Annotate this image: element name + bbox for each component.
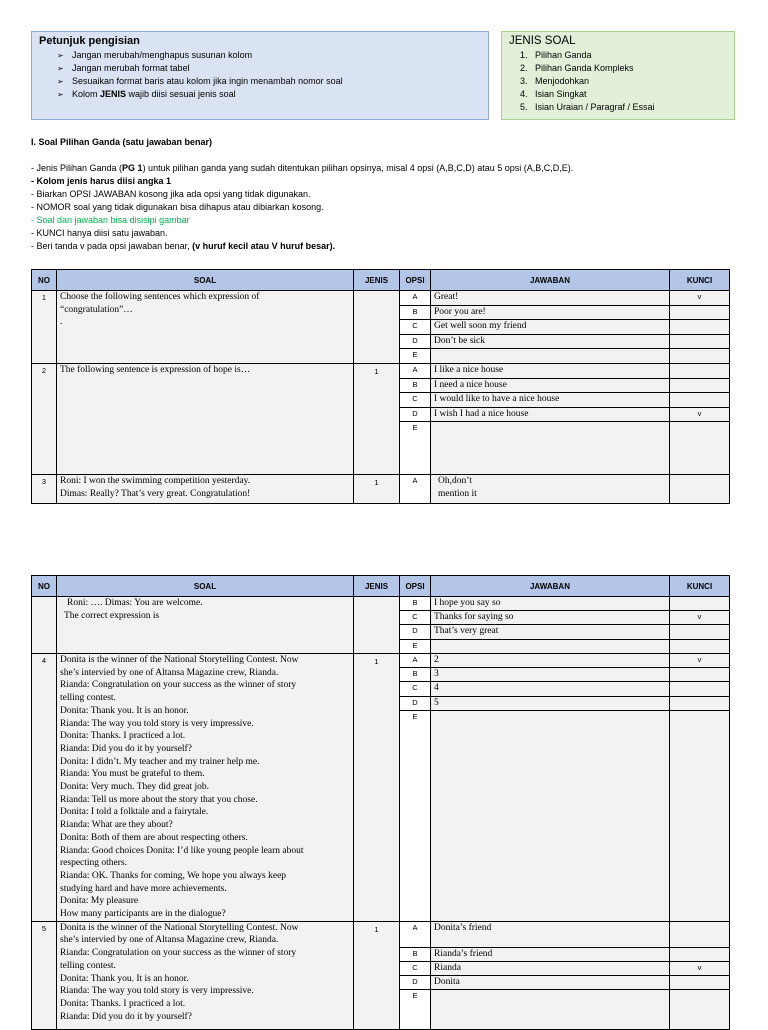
answer-cell[interactable]: Poor you are!: [431, 306, 670, 320]
option-letter: A: [400, 654, 431, 668]
answer-cell[interactable]: Oh,don’t mention it: [431, 475, 670, 504]
table-row: [32, 654, 730, 668]
key-cell[interactable]: v: [670, 654, 730, 668]
table-row: [32, 291, 730, 306]
question-type[interactable]: 1: [354, 921, 400, 1029]
key-cell[interactable]: v: [670, 611, 730, 625]
option-letter: A: [400, 364, 431, 379]
col-header-soal: SOAL: [57, 576, 354, 597]
question-types-box: [501, 31, 735, 120]
instructions-box: [31, 31, 489, 120]
answer-cell[interactable]: 2: [431, 654, 670, 668]
instruction-line: - NOMOR soal yang tidak digunakan bisa dihapus atau dibiarkan kosong.: [31, 202, 324, 212]
question-type[interactable]: 1: [354, 364, 400, 475]
option-letter: E: [400, 989, 431, 1029]
option-letter: E: [400, 640, 431, 654]
question-type-item: 5. Isian Uraian / Paragraf / Essai: [520, 102, 655, 112]
key-cell[interactable]: [670, 306, 730, 320]
option-letter: B: [400, 306, 431, 320]
question-number: [32, 597, 57, 654]
answer-cell[interactable]: Thanks for saying so: [431, 611, 670, 625]
instruction-line: - Biarkan OPSI JAWABAN kosong jika ada opsi yang tidak digunakan.: [31, 189, 311, 199]
key-cell[interactable]: [670, 393, 730, 408]
answer-cell[interactable]: I need a nice house: [431, 379, 670, 393]
key-cell[interactable]: [670, 921, 730, 947]
question-text[interactable]: Roni: I won the swimming competition yesterday. Dimas: Really? That’s very great. Congratulation!: [57, 475, 354, 504]
question-type-item: 1. Pilihan Ganda: [520, 50, 592, 60]
instruction-item: ➢ Jangan merubah format tabel: [57, 63, 190, 73]
option-letter: B: [400, 379, 431, 393]
question-type-item: 3. Menjodohkan: [520, 76, 590, 86]
question-text[interactable]: Choose the following sentences which expression of “congratulation”… .: [57, 291, 354, 364]
col-header-jenis: JENIS: [354, 576, 400, 597]
key-cell[interactable]: [670, 682, 730, 696]
answer-cell[interactable]: Donita’s friend: [431, 921, 670, 947]
question-text[interactable]: Roni: …. Dimas: You are welcome. The correct expression is: [57, 597, 354, 654]
option-letter: C: [400, 961, 431, 975]
option-letter: C: [400, 393, 431, 408]
key-cell[interactable]: [670, 379, 730, 393]
answer-cell[interactable]: 5: [431, 696, 670, 710]
instruction-item: ➢ Kolom JENIS wajib diisi sesuai jenis soal: [57, 89, 236, 99]
key-cell[interactable]: v: [670, 961, 730, 975]
col-header-no: NO: [32, 270, 57, 291]
key-cell[interactable]: [670, 696, 730, 710]
question-table-1: [31, 269, 730, 504]
answer-cell[interactable]: 3: [431, 668, 670, 682]
option-letter: D: [400, 625, 431, 640]
arrow-bullet-icon: ➢: [57, 77, 64, 86]
key-cell[interactable]: [670, 320, 730, 335]
answer-cell[interactable]: Rianda: [431, 961, 670, 975]
key-cell[interactable]: [670, 335, 730, 349]
answer-cell[interactable]: I would like to have a nice house: [431, 393, 670, 408]
answer-cell[interactable]: [431, 640, 670, 654]
key-cell[interactable]: [670, 975, 730, 989]
question-text[interactable]: The following sentence is expression of hope is…: [57, 364, 354, 475]
answer-cell[interactable]: [431, 710, 670, 921]
question-type[interactable]: 1: [354, 475, 400, 504]
instruction-item: ➢ Jangan merubah/menghapus susunan kolom: [57, 50, 253, 60]
answer-cell[interactable]: Don’t be sick: [431, 335, 670, 349]
question-number: 1: [32, 291, 57, 364]
question-type[interactable]: [354, 291, 400, 364]
col-header-no: NO: [32, 576, 57, 597]
instruction-line: - Beri tanda v pada opsi jawaban benar, (v huruf kecil atau V huruf besar).: [31, 241, 336, 251]
answer-cell[interactable]: I like a nice house: [431, 364, 670, 379]
key-cell[interactable]: [670, 597, 730, 611]
question-text[interactable]: Donita is the winner of the National Storytelling Contest. Now she’s intervied by one of Altansa Magazine crew, Rianda. Rianda: Congratulation on your success as the winner of story telling contest. Donita: Thank you. It is an honor. Rianda: The way you told story is very impressive. Donita: Thanks. I practiced a lot. Rianda: Did you do it by yourself? Donita: I didn’t. My teacher and my trainer help me. Rianda: You must be grateful to them. Donita: Very much. They did great job. Rianda: Tell us more about the story that you chose. Donita: I told a folktale and a fairytale. Rianda: What are they about? Donita: Both of them are about respecting others. Rianda: Good choices Donita: I’d like young people learn about respecting others. Rianda: OK. Thanks for coming, We hope you always keep studying hard and have more achievements. Donita: My pleasure How many participants are in the dialogue?: [57, 654, 354, 922]
instruction-item: ➢ Sesuaikan format baris atau kolom jika ingin menambah nomor soal: [57, 76, 343, 86]
col-header-opsi: OPSI: [400, 576, 431, 597]
arrow-bullet-icon: ➢: [57, 51, 64, 60]
answer-cell[interactable]: That’s very great: [431, 625, 670, 640]
answer-cell[interactable]: Get well soon my friend: [431, 320, 670, 335]
section-heading: I. Soal Pilihan Ganda (satu jawaban benar): [31, 137, 213, 147]
answer-cell[interactable]: I hope you say so: [431, 597, 670, 611]
instruction-line: - Jenis Pilihan Ganda (PG 1) untuk pilihan ganda yang sudah ditentukan pilihan opsinya, misal 4 opsi (A,B,C,D) atau 5 opsi (A,B,C,D,E).: [31, 163, 574, 173]
option-letter: C: [400, 682, 431, 696]
question-types-title: JENIS SOAL: [509, 35, 576, 47]
key-cell[interactable]: [670, 349, 730, 364]
arrow-bullet-icon: ➢: [57, 64, 64, 73]
question-types-list: [509, 49, 727, 114]
question-type-item: 4. Isian Singkat: [520, 89, 587, 99]
col-header-jawaban: JAWABAN: [431, 270, 670, 291]
option-letter: D: [400, 408, 431, 422]
option-letter: C: [400, 320, 431, 335]
key-cell[interactable]: v: [670, 291, 730, 306]
option-letter: A: [400, 291, 431, 306]
question-number: 5: [32, 921, 57, 1029]
option-letter: A: [400, 921, 431, 947]
question-number: 4: [32, 654, 57, 922]
answer-cell[interactable]: 4: [431, 682, 670, 696]
section-instructions: [31, 162, 573, 253]
question-type-item: 2. Pilihan Ganda Kompleks: [520, 63, 634, 73]
key-cell[interactable]: v: [670, 408, 730, 422]
option-letter: B: [400, 668, 431, 682]
table-header-row: [32, 270, 730, 291]
answer-cell[interactable]: Rianda’s friend: [431, 947, 670, 961]
col-header-jawaban: JAWABAN: [431, 576, 670, 597]
col-header-jenis: JENIS: [354, 270, 400, 291]
question-text[interactable]: Donita is the winner of the National Storytelling Contest. Now she’s intervied by one of Altansa Magazine crew, Rianda. Rianda: Congratulation on your success as the winner of story telling contest. Donita: Thank you. It is an honor. Rianda: The way you told story is very impressive. Donita: Thanks. I practiced a lot. Rianda: Did you do it by yourself?: [57, 921, 354, 1029]
option-letter: B: [400, 947, 431, 961]
answer-cell[interactable]: [431, 989, 670, 1029]
instructions-list: [39, 49, 481, 101]
key-cell[interactable]: [670, 710, 730, 921]
answer-cell[interactable]: Donita: [431, 975, 670, 989]
instruction-line: - KUNCI hanya diisi satu jawaban.: [31, 228, 168, 238]
table-row: [32, 364, 730, 379]
option-letter: B: [400, 597, 431, 611]
option-letter: D: [400, 696, 431, 710]
table-row: [32, 475, 730, 504]
instruction-line: - Soal dan jawaban bisa disisipi gambar: [31, 215, 190, 225]
table-row: [32, 597, 730, 611]
key-cell[interactable]: [670, 989, 730, 1029]
instruction-line: - Kolom jenis harus diisi angka 1: [31, 176, 172, 186]
option-letter: C: [400, 611, 431, 625]
option-letter: E: [400, 422, 431, 475]
key-cell[interactable]: [670, 422, 730, 475]
answer-cell[interactable]: Great!: [431, 291, 670, 306]
question-number: 2: [32, 364, 57, 475]
table-header-row: [32, 576, 730, 597]
arrow-bullet-icon: ➢: [57, 90, 64, 99]
answer-cell[interactable]: [431, 349, 670, 364]
answer-cell[interactable]: [431, 422, 670, 475]
option-letter: E: [400, 349, 431, 364]
option-letter: A: [400, 475, 431, 504]
question-table-2: [31, 575, 730, 1030]
question-type[interactable]: 1: [354, 654, 400, 922]
instructions-title: Petunjuk pengisian: [39, 35, 140, 47]
col-header-kunci: KUNCI: [670, 576, 730, 597]
key-cell[interactable]: [670, 364, 730, 379]
key-cell[interactable]: [670, 640, 730, 654]
key-cell[interactable]: [670, 947, 730, 961]
key-cell[interactable]: [670, 475, 730, 504]
option-letter: D: [400, 335, 431, 349]
option-letter: D: [400, 975, 431, 989]
col-header-soal: SOAL: [57, 270, 354, 291]
question-number: 3: [32, 475, 57, 504]
key-cell[interactable]: [670, 625, 730, 640]
answer-cell[interactable]: I wish I had a nice house: [431, 408, 670, 422]
option-letter: E: [400, 710, 431, 921]
key-cell[interactable]: [670, 668, 730, 682]
col-header-kunci: KUNCI: [670, 270, 730, 291]
question-type[interactable]: [354, 597, 400, 654]
col-header-opsi: OPSI: [400, 270, 431, 291]
table-row: [32, 921, 730, 947]
